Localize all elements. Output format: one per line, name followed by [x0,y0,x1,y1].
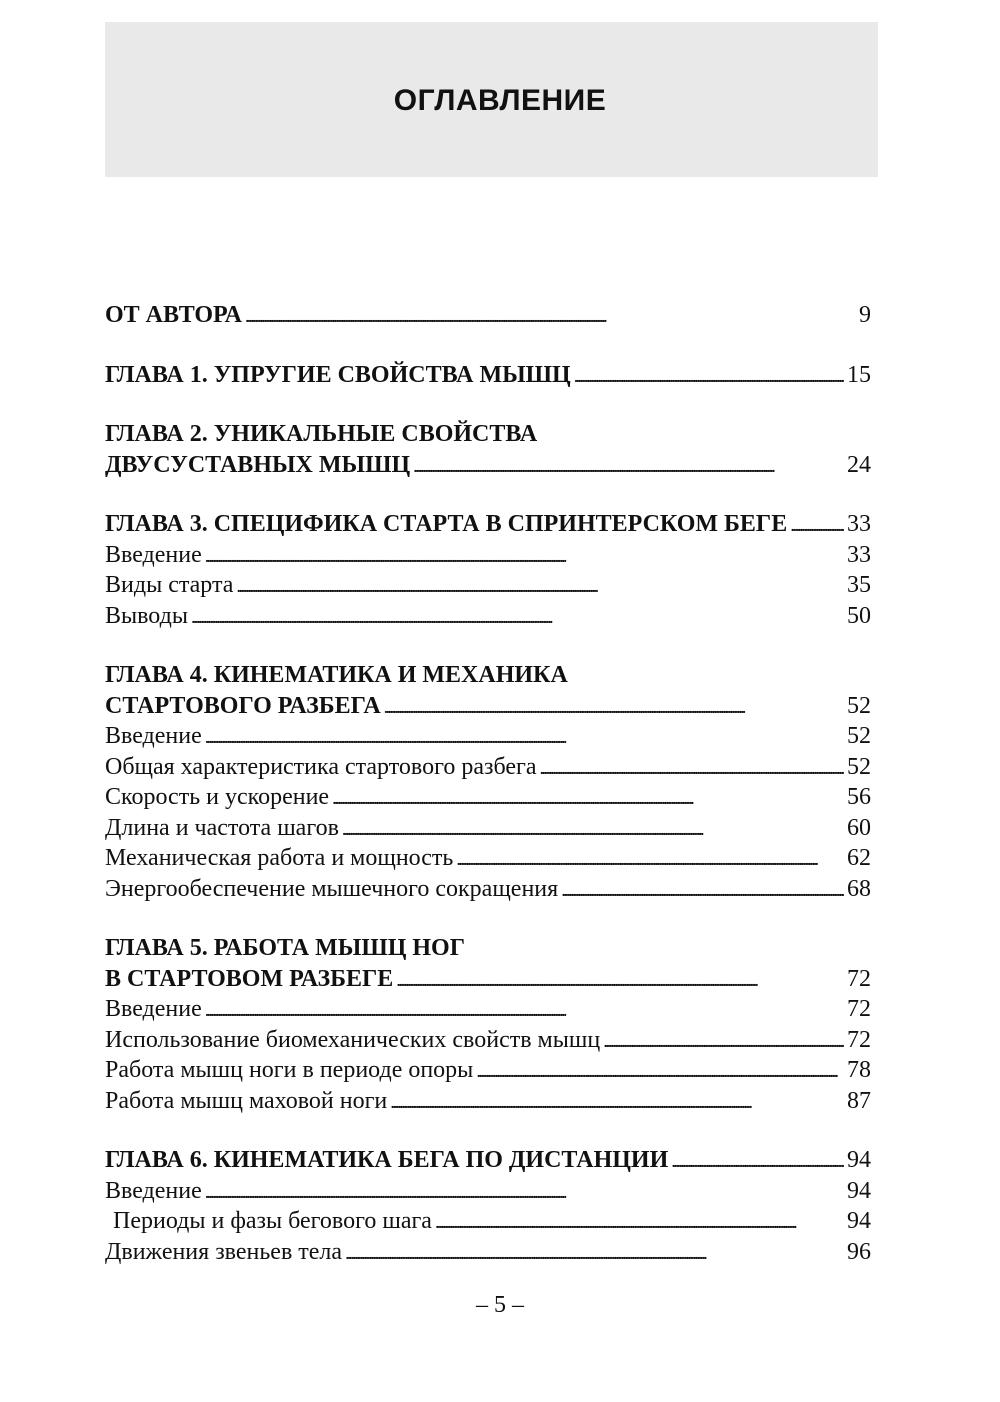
toc-subentry-title: Введение [105,1177,202,1204]
table-of-contents [105,300,871,1296]
toc-entry-title-line1[interactable] [105,660,871,691]
toc-subentry[interactable] [105,540,871,571]
toc-subentry-page: 72 [847,1026,871,1053]
toc-entry-title: ДВУСУСТАВНЫХ МЫШЦ [105,451,411,478]
toc-subentry-page: 72 [847,996,871,1022]
toc-subentry-page: 96 [847,1238,871,1265]
toc-section-chapter-3 [105,509,871,631]
toc-subentry[interactable] [105,1206,871,1237]
toc-entry-title: ГЛАВА 3. СПЕЦИФИКА СТАРТА В СПРИНТЕРСКОМ БЕГЕ [105,511,788,537]
toc-entry-page: 72 [847,965,871,992]
toc-entry-title: ГЛАВА 1. УПРУГИЕ СВОЙСТВА МЫШЦ [105,361,571,388]
toc-entry[interactable] [105,360,871,391]
dot-leader [435,1206,844,1238]
dot-leader [332,782,844,814]
dot-leader [191,601,844,633]
dot-leader [671,1145,844,1177]
toc-subentry[interactable] [105,1086,871,1117]
toc-entry-title: СТАРТОВОГО РАЗБЕГА [105,692,381,719]
toc-subentry-title: Работа мышц ноги в периоде опоры [105,1057,474,1083]
page-title: ОГЛАВЛЕНИЕ [393,84,607,117]
toc-entry-page: 52 [847,692,871,719]
toc-section-chapter-2 [105,419,871,480]
toc-entry-page: 33 [847,511,871,537]
dot-leader [390,1086,844,1118]
toc-subentry-title: Выводы [105,602,188,629]
toc-subentry[interactable] [105,752,871,783]
toc-subentry[interactable] [105,601,871,632]
toc-section-chapter-5 [105,933,871,1116]
toc-subentry-title: Скорость и ускорение [105,784,330,810]
dot-leader [384,691,844,723]
toc-entry[interactable] [105,1145,871,1176]
toc-entry[interactable] [105,450,871,481]
dot-leader [205,1176,844,1208]
dot-leader [574,360,844,392]
toc-subentry-page: 68 [847,875,871,902]
toc-entry[interactable] [105,691,871,722]
dot-leader [245,300,856,332]
toc-entry-title-line1[interactable] [105,933,871,964]
dot-leader [603,1025,844,1057]
toc-subentry[interactable] [105,570,871,601]
dot-leader [413,450,844,482]
toc-section-chapter-4 [105,660,871,904]
toc-subentry[interactable] [105,813,871,844]
toc-subentry-title: Введение [105,996,202,1022]
toc-entry-page: 94 [847,1147,871,1173]
toc-subentry[interactable] [105,1237,871,1268]
toc-subentry-title: Движения звеньев тела [105,1238,343,1265]
dot-leader [396,964,844,996]
toc-section-chapter-1 [105,360,871,391]
toc-subentry-page: 52 [847,723,871,749]
toc-subentry-title: Периоды и фазы бегового шага [113,1208,432,1234]
dot-leader [236,570,844,602]
toc-entry-title: В СТАРТОВОМ РАЗБЕГЕ [105,965,394,992]
dot-leader [205,994,844,1026]
toc-subentry[interactable] [105,874,871,905]
toc-subentry[interactable] [105,1025,871,1056]
dot-leader [476,1055,844,1087]
toc-subentry[interactable] [105,721,871,752]
toc-subentry[interactable] [105,1055,871,1086]
dot-leader [561,874,844,906]
toc-subentry-page: 60 [847,814,871,841]
toc-subentry-page: 52 [847,753,871,780]
dot-leader [345,1237,844,1269]
toc-entry-page: 9 [859,302,871,328]
dot-leader [540,752,845,784]
toc-subentry[interactable] [105,843,871,874]
toc-entry-title: ОТ АВТОРА [105,302,242,328]
toc-subentry-page: 50 [847,602,871,629]
toc-subentry-page: 62 [847,845,871,871]
toc-subentry-title: Использование биомеханических свойств мышц [105,1026,601,1053]
toc-subentry-page: 94 [847,1208,871,1234]
toc-section-chapter-6 [105,1145,871,1267]
toc-entry-page: 15 [847,361,871,388]
toc-section-author [105,300,871,331]
toc-subentry[interactable] [105,1176,871,1207]
toc-subentry-title: Введение [105,723,202,749]
toc-subentry-title: Длина и частота шагов [105,814,339,841]
toc-entry-title: ГЛАВА 2. УНИКАЛЬНЫЕ СВОЙСТВА [105,421,538,447]
toc-subentry[interactable] [105,994,871,1025]
toc-entry[interactable] [105,964,871,995]
toc-subentry-page: 87 [847,1087,871,1114]
dot-leader [342,813,844,845]
toc-subentry[interactable] [105,782,871,813]
toc-subentry-title: Общая характеристика стартового разбега [105,753,537,780]
toc-subentry-title: Работа мышц маховой ноги [105,1087,388,1114]
toc-subentry-title: Введение [105,541,202,568]
toc-subentry-page: 35 [847,572,871,598]
dot-leader [790,509,844,541]
toc-entry[interactable] [105,509,871,540]
toc-entry-title: ГЛАВА 4. КИНЕМАТИКА И МЕХАНИКА [105,662,568,688]
toc-entry-page: 24 [847,451,871,478]
toc-subentry-title: Виды старта [105,572,234,598]
toc-entry[interactable] [105,300,871,331]
toc-entry-title-line1[interactable] [105,419,871,450]
dot-leader [456,843,844,875]
page-number: – 5 – [476,1292,524,1318]
toc-subentry-page: 78 [847,1057,871,1083]
toc-entry-title: ГЛАВА 5. РАБОТА МЫШЦ НОГ [105,935,465,961]
toc-subentry-title: Энергообеспечение мышечного сокращения [105,875,559,902]
toc-subentry-page: 56 [847,784,871,810]
dot-leader [205,540,844,572]
toc-subentry-title: Механическая работа и мощность [105,845,454,871]
toc-subentry-page: 94 [847,1177,871,1204]
toc-entry-title: ГЛАВА 6. КИНЕМАТИКА БЕГА ПО ДИСТАНЦИИ [105,1147,669,1173]
toc-subentry-page: 33 [847,541,871,568]
dot-leader [205,721,844,753]
